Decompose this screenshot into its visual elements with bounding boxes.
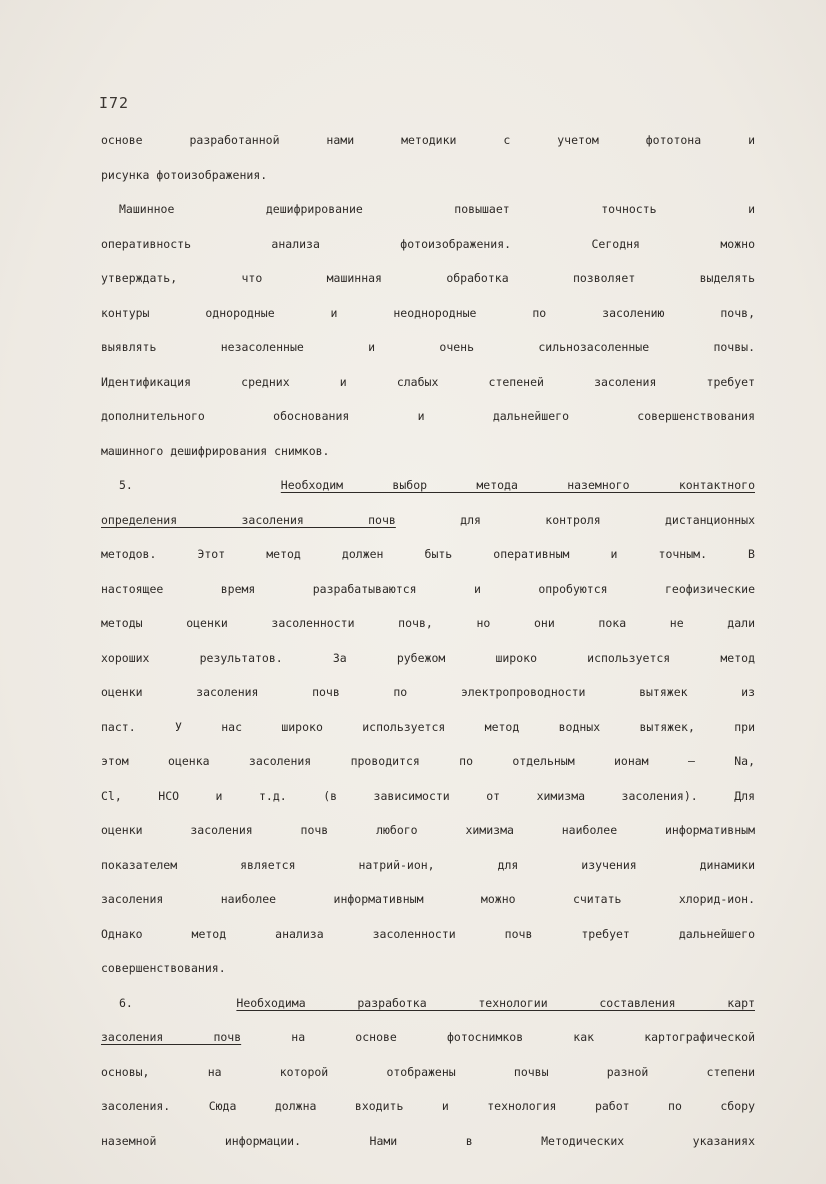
intro-line: Машинное дешифрирование повышает точность и xyxy=(119,202,755,216)
item-5-line: показателем является натрий-ион, для изучения динамики xyxy=(101,857,755,872)
intro-line: машинного дешифрирования снимков. xyxy=(101,443,330,458)
intro-line: утверждать, что машинная обработка позволяет выделять xyxy=(101,271,755,285)
item-6-line: засоления. Сюда должна входить и технология работ по сбору xyxy=(101,1099,755,1113)
item-5-heading-part-2: определения засоления почв xyxy=(101,512,396,527)
intro-line: основе разработанной нами методики с учетом фототона и xyxy=(101,133,755,147)
intro-line: контуры однородные и неоднородные по засолению почв, xyxy=(101,305,755,320)
item-5-heading-rest: для контроля дистанционных xyxy=(395,512,756,527)
item-5-line: хороших результатов. За рубежом широко используется метод xyxy=(101,650,755,665)
document-body xyxy=(101,123,755,1158)
item-6 xyxy=(101,986,755,1159)
item-5-line: совершенствования. xyxy=(101,961,226,975)
item-6-body xyxy=(101,1055,755,1159)
intro-line: дополнительного обоснования и дальнейшего совершенствования xyxy=(101,409,755,423)
item-6-heading-part-1: Необходима разработка технологии составления карт xyxy=(236,995,755,1010)
item-5-line: Однако метод анализа засоленности почв требует дальнейшего xyxy=(101,926,755,941)
item-5-line: оценки засоления почв любого химизма наиболее информативным xyxy=(101,823,755,837)
item-6-number: 6. xyxy=(119,995,133,1010)
item-5-line: методы оценки засоленности почв, но они пока не дали xyxy=(101,616,755,630)
intro-line: оперативность анализа фотоизображения. Сегодня можно xyxy=(101,236,755,251)
item-6-line: основы, на которой отображены почвы разной степени xyxy=(101,1064,755,1079)
item-5-line: засоления наиболее информативным можно считать хлорид-ион. xyxy=(101,892,755,906)
item-5 xyxy=(101,468,755,986)
intro-paragraphs xyxy=(101,123,755,468)
item-5-line: этом оценка засоления проводится по отдельным ионам – Na, xyxy=(101,754,755,768)
item-5-line: паст. У нас широко используется метод водных вытяжек, при xyxy=(101,719,755,734)
intro-line: Идентификация средних и слабых степеней засоления требует xyxy=(101,374,755,389)
item-5-line: методов. Этот метод должен быть оперативным и точным. В xyxy=(101,547,755,561)
item-5-body xyxy=(101,537,755,986)
item-5-number: 5. xyxy=(119,478,133,492)
item-6-heading-line-1 xyxy=(101,986,755,1021)
intro-line: выявлять незасоленные и очень сильнозасоленные почвы. xyxy=(101,340,755,354)
intro-line: рисунка фотоизображения. xyxy=(101,167,268,182)
item-5-line: настоящее время разрабатываются и опробуются геофизические xyxy=(101,581,755,596)
item-5-line: оценки засоления почв по электропроводности вытяжек из xyxy=(101,685,755,699)
item-5-heading-line-1 xyxy=(101,468,755,503)
item-6-heading-line-2 xyxy=(101,1020,755,1055)
item-5-heading-part-1: Необходим выбор метода наземного контактного xyxy=(280,478,755,492)
page-number: I72 xyxy=(99,94,130,112)
item-5-line: Cl, HCO и т.д. (в зависимости от химизма засоления). Для xyxy=(101,788,755,803)
item-6-line: наземной информации. Нами в Методических указаниях xyxy=(101,1133,755,1148)
item-6-heading-part-2: засоления почв xyxy=(101,1030,242,1044)
item-5-heading-line-2 xyxy=(101,503,755,538)
item-6-heading-rest: на основе фотоснимков как картографической xyxy=(241,1030,755,1044)
